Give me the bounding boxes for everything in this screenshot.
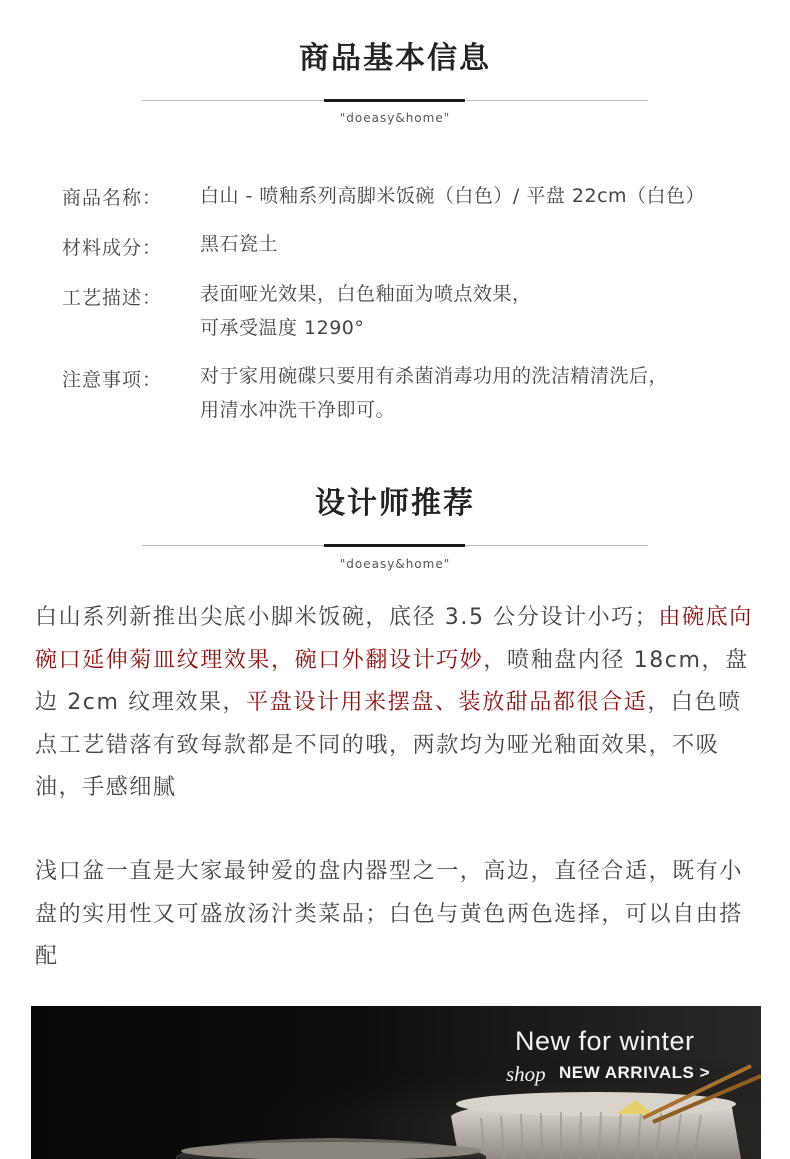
para-highlight: 平盘设计用来摆盘、装放甜品都很合适 (246, 690, 648, 715)
info-value-name (200, 179, 705, 213)
designer-title: 设计师推荐 (315, 486, 475, 521)
info-line: 白山 - 喷釉系列高脚米饭碗（白色）/ 平盘 22cm（白色） (200, 185, 706, 207)
para-text: ，喷釉盘内径 18cm，盘边 2cm 纹理效果， (35, 647, 749, 715)
info-line: 黑石瓷土 (200, 233, 279, 255)
info-label-craft: 工艺描述： (62, 287, 163, 309)
info-line: 可承受温度 1290° (200, 317, 365, 339)
info-label-notes: 注意事项： (62, 369, 163, 391)
info-value-craft (200, 277, 532, 345)
brand-tagline: "doeasy&home" (339, 557, 451, 571)
promo-banner[interactable] (31, 1006, 761, 1159)
basic-info-title: 商品基本信息 (299, 41, 491, 76)
para-text: ，白色喷点工艺错落有致每款都是不同的哦，两款均为哑光釉面效果，不吸油，手感细腻 (35, 690, 742, 800)
info-value-notes (200, 359, 668, 427)
info-value-material (200, 227, 278, 261)
banner-shop-label: shop (506, 1062, 546, 1086)
banner-headline: New for winter (515, 1026, 695, 1056)
info-label-name: 商品名称： (62, 187, 163, 209)
divider-accent (324, 99, 465, 102)
designer-paragraph-2: 浅口盆一直是大家最钟爱的盘内器型之一，高边，直径合适，既有小盘的实用性又可盛放汤汁类菜品；白色与黄色两色选择，可以自由搭配 (35, 859, 744, 969)
para-text: 白山系列新推出尖底小脚米饭碗，底径 3.5 公分设计小巧； (35, 605, 659, 630)
info-line: 用清水冲洗干净即可。 (200, 399, 396, 421)
designer-paragraph-1 (35, 597, 760, 810)
info-line: 对于家用碗碟只要用有杀菌消毒功用的洗洁精清洗后， (200, 365, 669, 387)
info-line: 表面哑光效果，白色釉面为喷点效果， (200, 283, 532, 305)
new-arrivals-link[interactable]: NEW ARRIVALS > (559, 1063, 711, 1082)
divider-accent (324, 544, 465, 547)
brand-tagline: "doeasy&home" (339, 111, 451, 125)
para-highlight: 由碗底向碗口延伸菊皿纹理效果，碗口外翻设计巧妙 (35, 605, 753, 673)
info-label-material: 材料成分： (62, 237, 163, 259)
